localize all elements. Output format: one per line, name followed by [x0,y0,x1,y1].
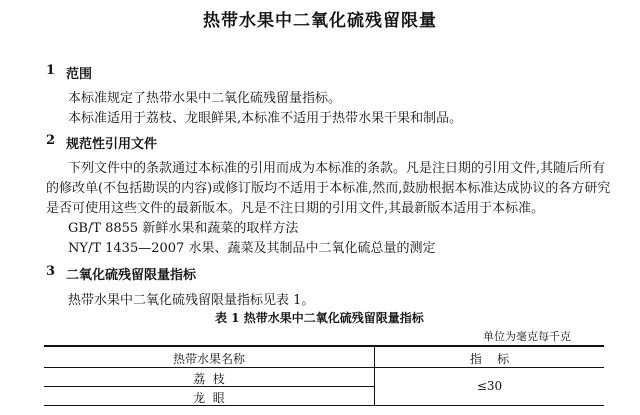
table-top-rule [44,345,604,347]
section-2-paragraph-line-3: 是否可使用这些文件的最新版本。凡是不注日期的引用文件,其最新版本适用于本标准。 [46,201,545,216]
table-row-name: 龙 眼 [193,391,225,405]
section-3-heading: 二氧化硫残留限量指标 [66,268,197,283]
table-header-index: 指 标 [469,352,510,366]
section-2-number: 2 [46,133,56,148]
section-1-paragraph-2: 本标准适用于荔枝、龙眼鲜果,本标准不适用于热带水果干果和制品。 [68,111,463,126]
section-3-paragraph: 热带水果中二氧化硫残留限量指标见表 1。 [68,293,315,308]
reference-item: NY/T 1435—2007 水果、蔬菜及其制品中二氧化硫总量的测定 [68,241,436,256]
section-1-number: 1 [46,63,56,78]
section-1-paragraph-1: 本标准规定了热带水果中二氧化硫残留量指标。 [68,91,342,106]
section-2-paragraph-line-1: 下列文件中的条款通过本标准的引用而成为本标准的条款。凡是注日期的引用文件,其随后所有 [68,161,606,176]
section-1-heading: 范围 [66,67,93,82]
reference-item: GB/T 8855 新鲜水果和蔬菜的取样方法 [68,221,299,236]
table-unit: 单位为毫克每千克 [483,330,571,343]
table-limit-value: ≤30 [476,379,503,393]
table-header-rule [44,367,604,368]
section-3-number: 3 [46,264,56,279]
document-title: 热带水果中二氧化硫残留限量 [203,11,437,31]
section-2-paragraph-line-2: 的修改单(不包括勘误的内容)或修订版均不适用于本标准,然而,鼓励根据本标准达成协议的各方研究 [46,181,611,196]
table-row-name: 荔 枝 [193,372,225,386]
section-2-heading: 规范性引用文件 [66,137,158,152]
table-header-name: 热带水果名称 [172,352,245,366]
table-caption: 表 1 热带水果中二氧化硫残留限量指标 [215,311,424,325]
